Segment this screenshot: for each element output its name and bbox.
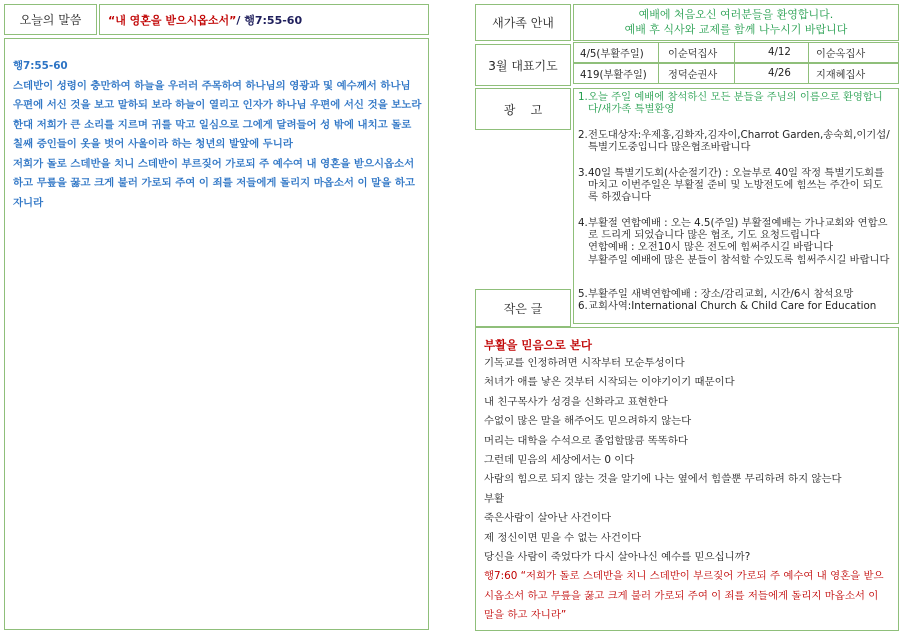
small-writing-label bbox=[475, 289, 571, 327]
essay-line: 처녀가 애를 낳은 것부터 시작되는 이야기이기 때문이다 bbox=[484, 376, 735, 389]
item-text: 교회사역:International Church & Child Care for Education bbox=[588, 299, 877, 312]
prayer-schedule-table bbox=[573, 41, 899, 85]
sermon-reference: / 행7:55-60 bbox=[236, 13, 303, 27]
small-writing-essay bbox=[475, 327, 899, 631]
prayer-date: 4/12 bbox=[768, 47, 791, 58]
item-number: 3. bbox=[578, 166, 588, 179]
sermon-title: “내 영혼을 받으시옵소서” bbox=[108, 13, 237, 27]
todays-word-label-text: 오늘의 말씀 bbox=[19, 13, 82, 27]
essay-line: 기독교를 인정하려면 시작부터 모순투성이다 bbox=[484, 357, 685, 369]
todays-word-label bbox=[4, 4, 97, 35]
scripture-text-2: 저희가 돌로 스데반을 치니 스데반이 부르짖어 가로되 주 예수여 내 영혼을 받으시옵소서 하고 무릎을 꿇고 크게 불러 가로되 주여 이 죄를 저들에게 돌리지 마옵소서 이 말을 하고 자니라 bbox=[13, 157, 415, 209]
prayer-leader: 정덕순권사 bbox=[668, 70, 718, 81]
table-row bbox=[573, 42, 899, 63]
prayer-leader: 이순옥집사 bbox=[816, 49, 866, 60]
scripture-passage bbox=[4, 38, 429, 630]
item-number: 4. bbox=[578, 216, 588, 229]
prayer-date: 419(부활주일) bbox=[580, 70, 647, 81]
list-item bbox=[578, 91, 892, 115]
essay-line: 당신을 사람이 죽었다가 다시 살아나신 예수를 믿으십니까? bbox=[484, 551, 751, 564]
item-number: 2. bbox=[578, 128, 588, 141]
table-row bbox=[573, 63, 899, 84]
list-item bbox=[578, 217, 892, 266]
list-item bbox=[578, 300, 892, 312]
prayer-label bbox=[475, 44, 571, 86]
prayer-label-text: 3월 대표기도 bbox=[488, 58, 558, 73]
item-text: 40일 특별기도회(사순절기간) : 오늘부로 40일 작정 특별기도회를 마치고 이번주일은 부활절 준비 및 노방전도에 힘쓰는 주간이 되도록 하겠습니다 bbox=[588, 166, 885, 204]
item-subtext: 부활주일 예배에 많은 분들이 참석할 수있도록 힘써주시길 바랍니다 bbox=[588, 253, 890, 266]
list-item bbox=[578, 129, 892, 153]
prayer-date: 4/5(부활주일) bbox=[580, 49, 644, 60]
essay-title: 부활을 믿음으로 본다 bbox=[484, 338, 592, 352]
list-item bbox=[578, 288, 892, 300]
prayer-leader: 이순덕집사 bbox=[668, 49, 718, 60]
item-subtext: 연합예배 : 오전10시 많은 전도에 힘써주시길 바랍니다 bbox=[588, 241, 834, 254]
essay-line: 머리는 대학을 수석으로 졸업할많큼 똑똑하다 bbox=[484, 434, 688, 447]
essay-line: 사람의 힘으로 되지 않는 것을 알기에 나는 옆에서 힘쓸뿐 무리하려 하지 않는다 bbox=[484, 473, 842, 486]
essay-line: 제 정신이면 믿을 수 없는 사건이다 bbox=[484, 531, 642, 544]
todays-word-title bbox=[99, 4, 429, 35]
announcements-label-text: 광 고 bbox=[503, 102, 543, 117]
newcomer-line-1: 예배에 처음오신 여러분들을 환영합니다. bbox=[638, 8, 834, 21]
prayer-leader: 지재혜집사 bbox=[816, 70, 866, 81]
prayer-date: 4/26 bbox=[768, 68, 791, 79]
essay-line: 내 친구목사가 성경을 신화라고 표현한다 bbox=[484, 395, 668, 408]
item-number: 1. bbox=[578, 91, 588, 103]
essay-line: 그런데 믿음의 세상에서는 0 이다 bbox=[484, 454, 635, 467]
item-text: 오늘 주일 예배에 참석하신 모든 분들을 주님의 이름으로 환영합니다/새가족 특별환영 bbox=[588, 91, 883, 116]
item-number: 5. bbox=[578, 287, 588, 300]
newcomer-line-2: 예배 후 식사와 교제를 함께 나누시기 바랍니다 bbox=[624, 22, 848, 36]
scripture-text-1: 스데반이 성령이 충만하여 하늘을 우러러 주목하여 하나님의 영광과 및 예수께서 하나님 우편에 서신 것을 보고 말하되 보라 하늘이 열리고 인자가 하나님 우편에 서신 것을 보노라 한대 저희가 큰 소리를 지르며 귀를 막고 일심으로 그에게 달려들어 성 밖에 내치고 돌로 칠쌔 증인들이 옷을 벗어 사울이라 하는 청년의 발앞에 두니라 bbox=[13, 79, 422, 150]
announcements-label bbox=[475, 88, 571, 130]
small-writing-label-text: 작은 글 bbox=[503, 301, 543, 316]
essay-line: 부활 bbox=[484, 492, 505, 505]
essay-line: 수없이 많은 말을 해주어도 믿으려하지 않는다 bbox=[484, 415, 692, 428]
item-text: 부활주일 새벽연합예배 : 장소/감리교회, 시간/6시 참석요망 bbox=[588, 287, 854, 300]
announcements-list bbox=[573, 88, 899, 324]
essay-verse: 행7:60 “저희가 돌로 스데반을 치니 스데반이 부르짖어 가로되 주 예수여 내 영혼을 받으시옵소서 하고 무릎을 꿇고 크게 불러 가로되 주여 이 죄를 저들에게 돌리지 마옵소서 이 말을 하고 자니라” bbox=[484, 570, 884, 622]
newcomer-label-text: 새가족 안내 bbox=[492, 16, 554, 30]
essay-line: 죽은사람이 살아난 사건이다 bbox=[484, 512, 612, 525]
item-text: 부활절 연합예배 : 오는 4.5(주일) 부활절예배는 가나교회와 연합으로 드리게 되었습니다 많은 협조, 기도 요청드립니다 bbox=[588, 216, 888, 242]
list-item bbox=[578, 167, 892, 204]
item-text: 전도대상자:우제홍,김화자,김자이,Charrot Garden,송숙희,이기섭/특별기도중입니다 많은협조바랍니다 bbox=[588, 128, 890, 154]
newcomer-label bbox=[475, 4, 571, 41]
scripture-ref: 행7:55-60 bbox=[13, 60, 68, 72]
newcomer-message bbox=[573, 4, 899, 41]
item-number: 6. bbox=[578, 299, 588, 312]
